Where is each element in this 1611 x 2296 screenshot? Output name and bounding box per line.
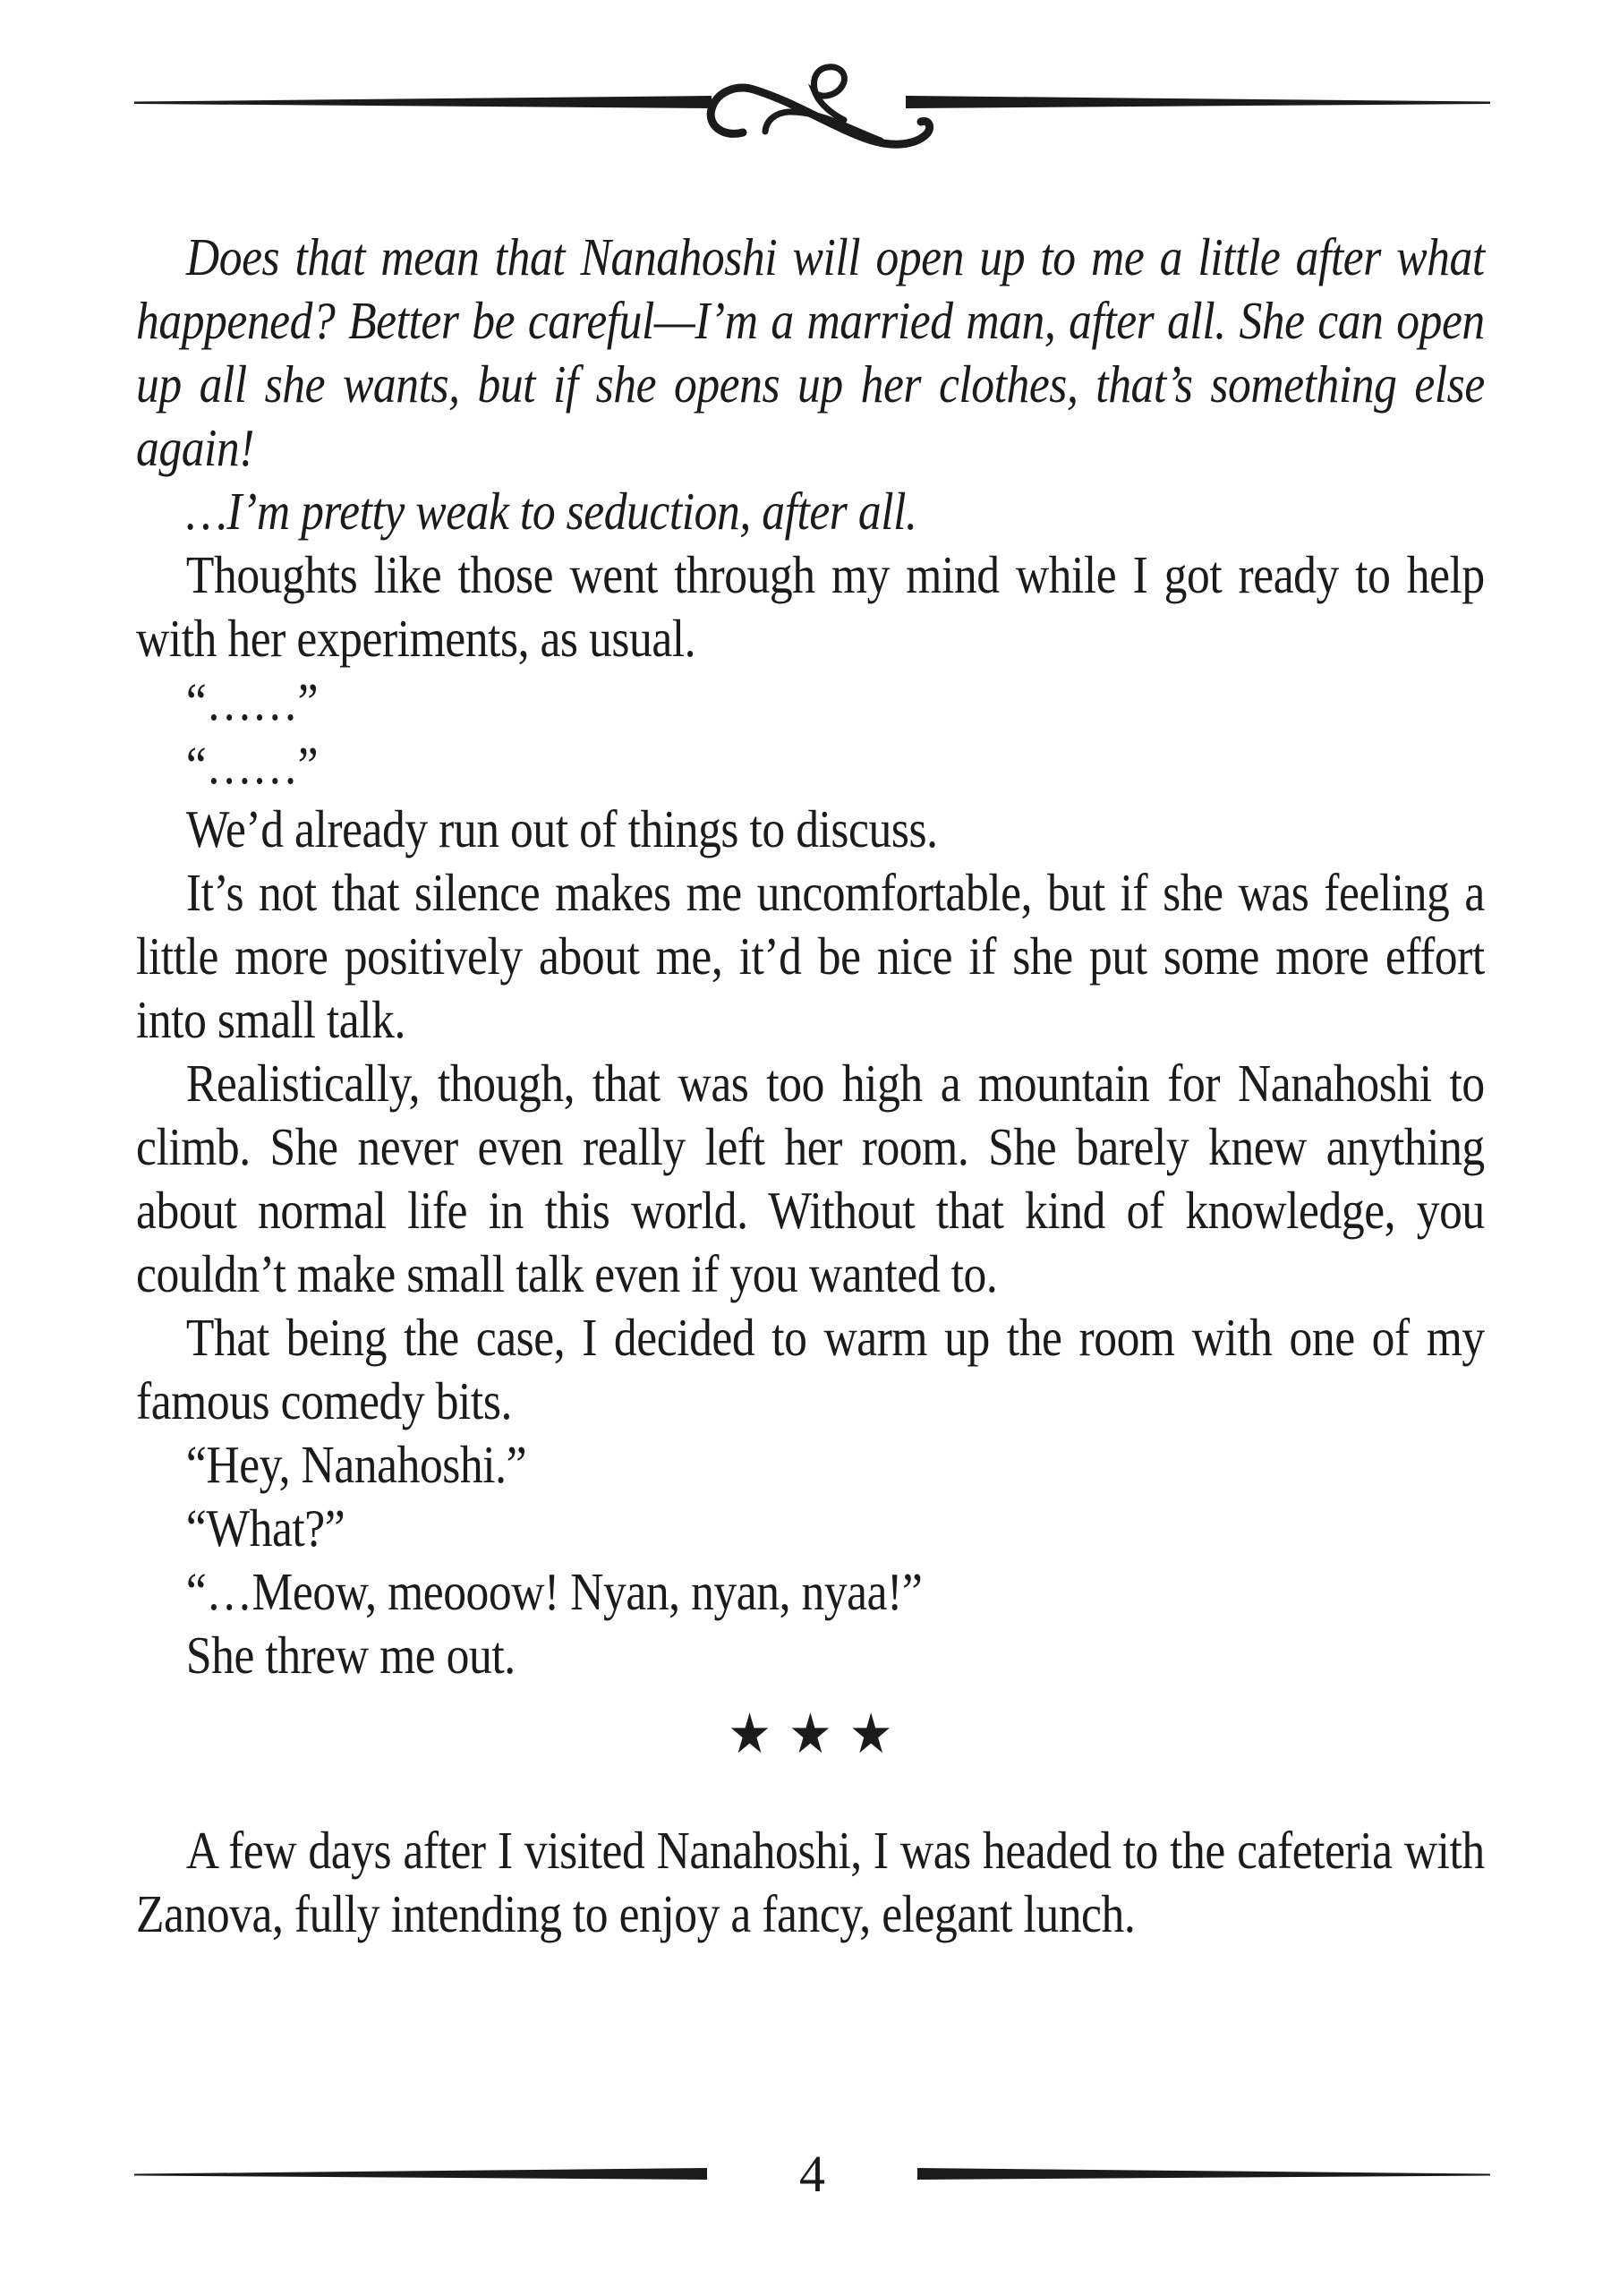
paragraph-14: A few days after I visited Nanahoshi, I was headed to the cafeteria with Zanova, fully intending to enjoy a fancy, elegant lunch.	[136, 1821, 1485, 1943]
paragraph-3: Thoughts like those went through my mind while I got ready to help with her experiments, as usual.	[136, 545, 1485, 668]
paragraph-4: “……”	[185, 672, 319, 731]
paragraph-12: “…Meow, meooow! Nyan, nyan, nyaa!”	[185, 1562, 923, 1621]
paragraph-9: That being the case, I decided to warm up the room with one of my famous comedy bits.	[136, 1308, 1485, 1430]
paragraph-10: “Hey, Nanahoshi.”	[185, 1435, 527, 1494]
footer	[134, 2138, 1490, 2210]
paragraph-11: “What?”	[185, 1498, 345, 1558]
paragraph-2: …I’m pretty weak to seduction, after all.	[185, 482, 917, 541]
header-rule-right	[906, 96, 1490, 108]
paragraph-7: It’s not that silence makes me uncomfortable, but if she was feeling a little more positively about me, it’d be nice if she put some more effort into small talk.	[136, 863, 1485, 1049]
paragraph-13: She threw me out.	[185, 1626, 516, 1685]
paragraph-6: We’d already run out of things to discuss.	[185, 799, 938, 858]
page-number: 4	[799, 2145, 825, 2203]
body-text	[136, 226, 1485, 1946]
header-rule-left	[134, 96, 712, 108]
footer-rule-left	[134, 2161, 707, 2188]
footer-rule-right	[917, 2161, 1490, 2188]
scene-break-stars: ★★★	[728, 1704, 910, 1765]
paragraph-8: Realistically, though, that was too high a mountain for Nanahoshi to climb. She never even really left her room. She barely knew anything about normal life in this world. Without that kind of knowledge, you couldn’t make small talk even if you wanted to.	[136, 1054, 1485, 1303]
paragraph-5: “……”	[185, 736, 319, 795]
header-divider	[134, 43, 1490, 168]
paragraph-1: Does that mean that Nanahoshi will open up to me a little after what happened? Better be careful—I’m a married man, after all. She can open up all she wants, but if she opens up her clothes, that’s something else again!	[136, 227, 1485, 477]
flourish-ornament-icon	[711, 67, 929, 144]
